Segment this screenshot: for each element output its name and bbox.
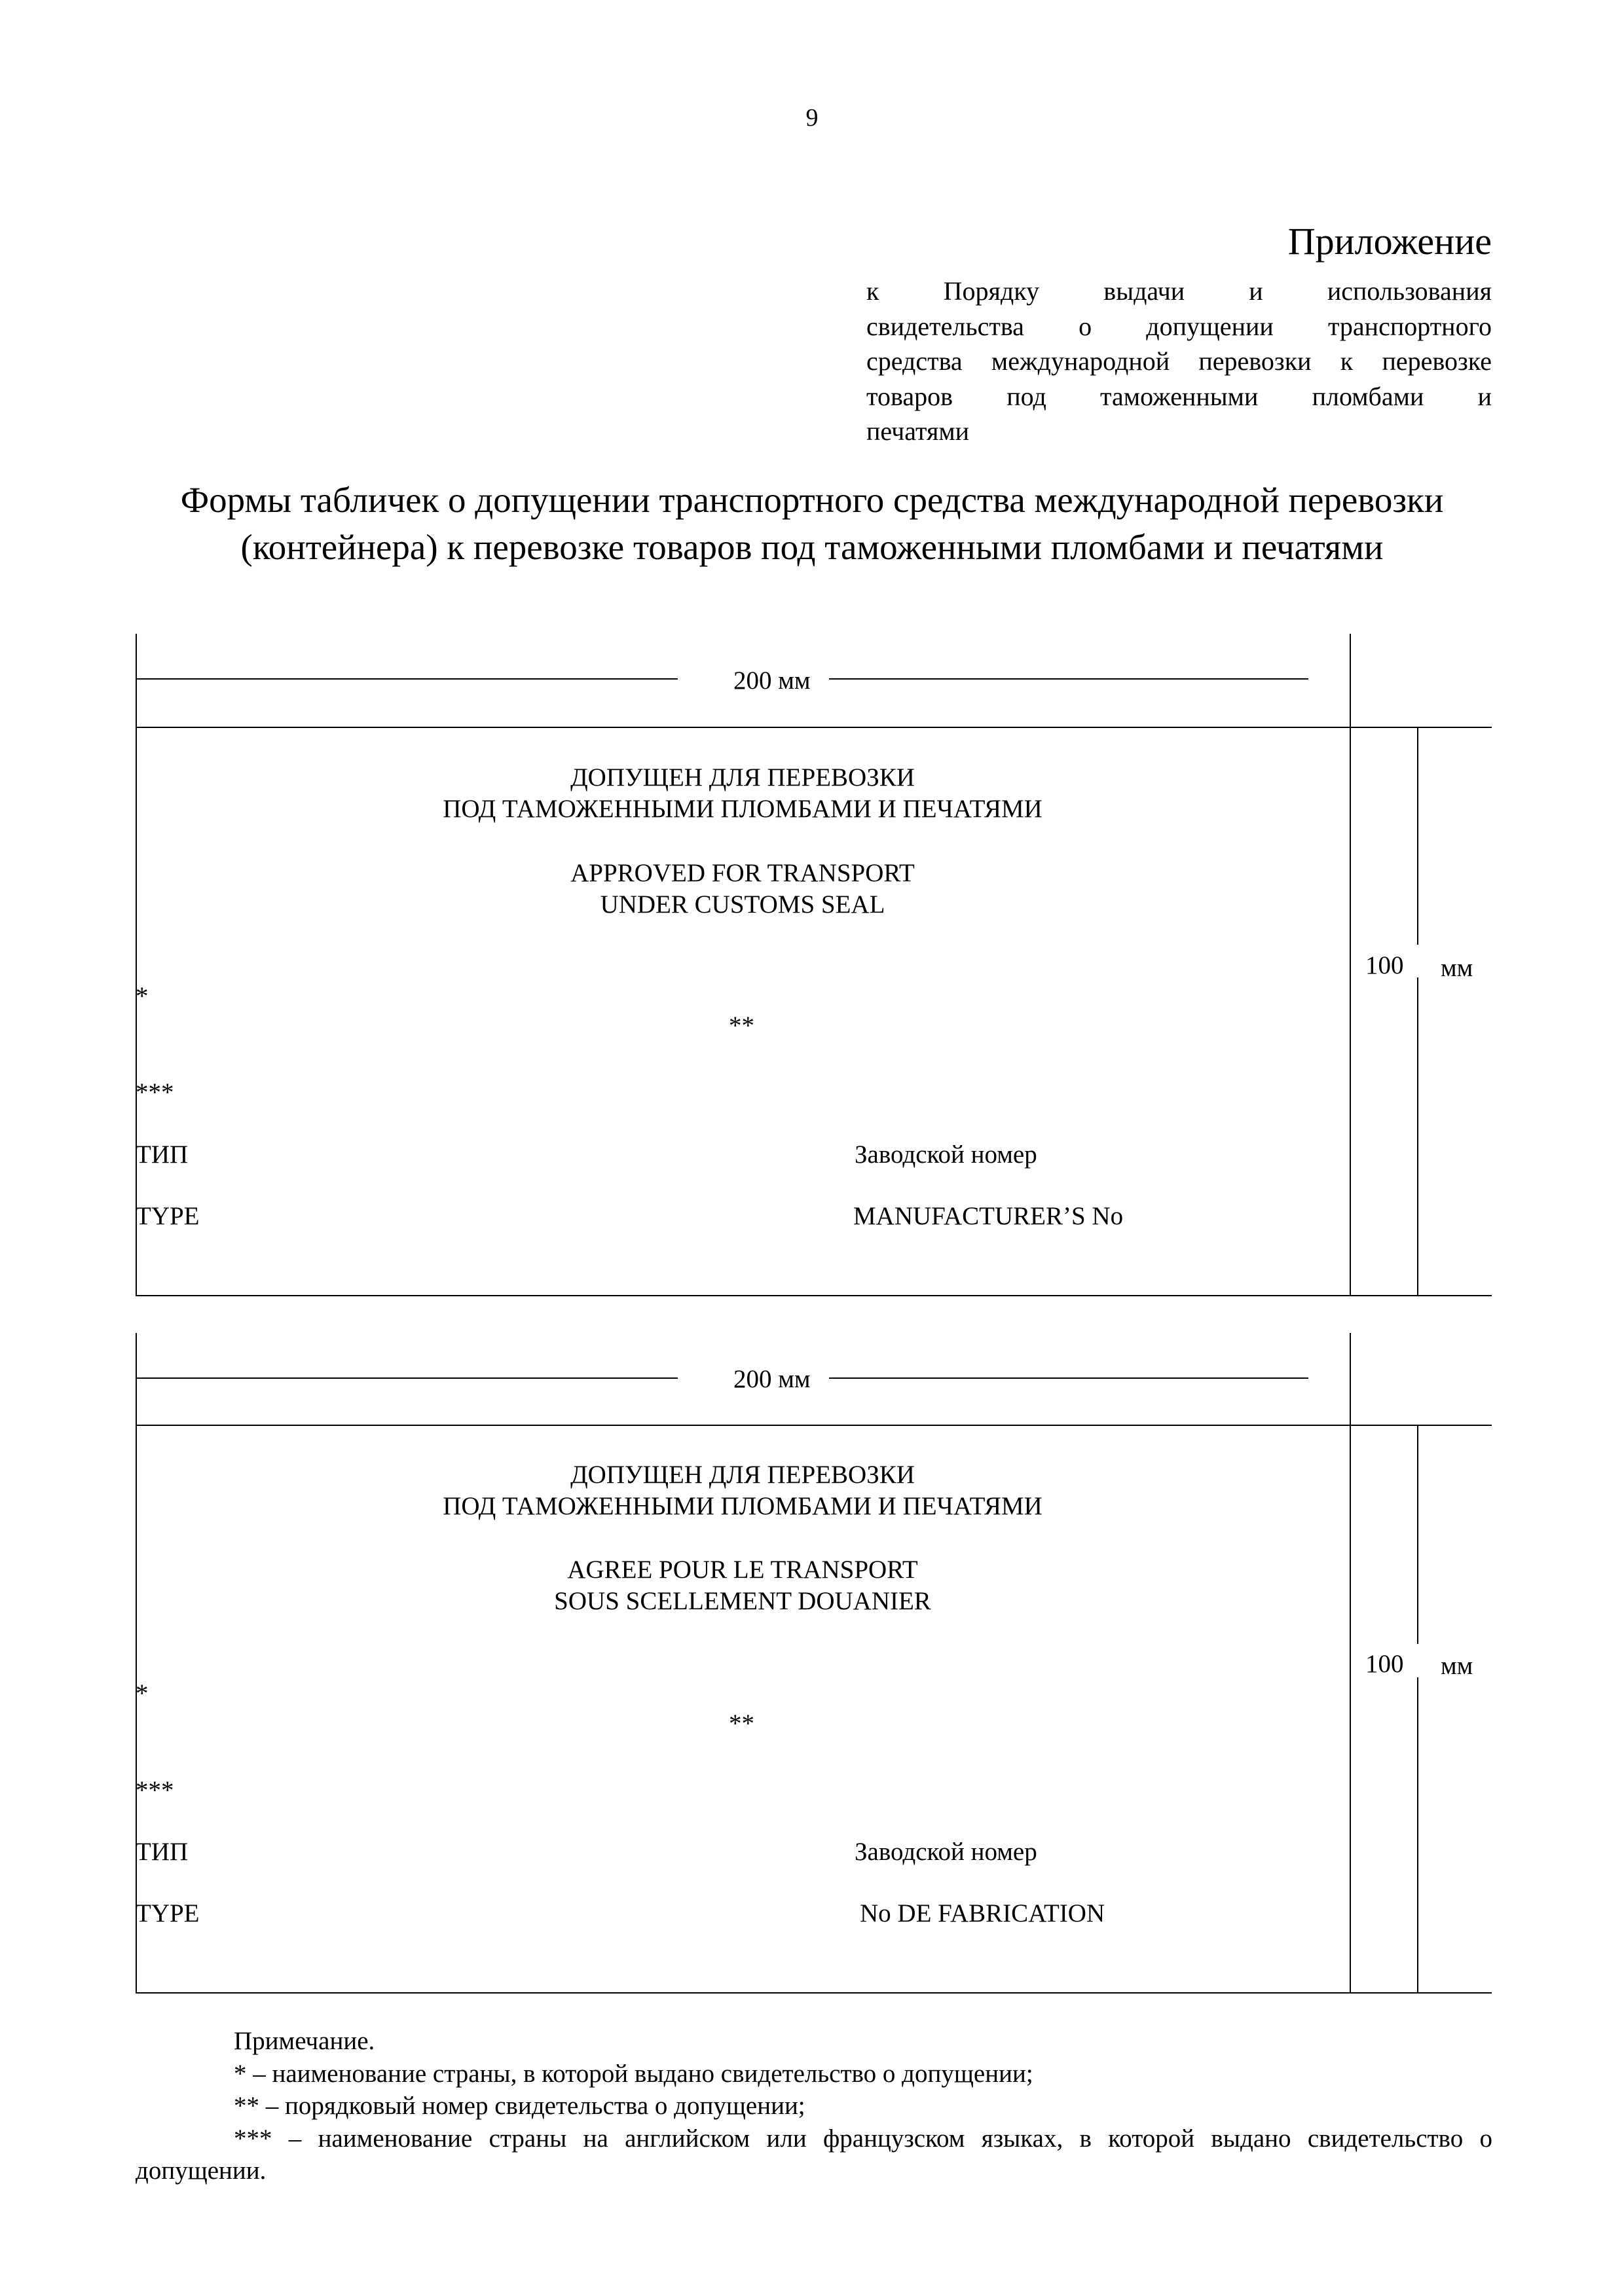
mark-country-foreign: *** <box>136 1776 174 1804</box>
mark-country-foreign: *** <box>136 1078 174 1106</box>
heading-line: ДОПУЩЕН ДЛЯ ПЕРЕВОЗКИ <box>570 763 915 792</box>
height-unit: мм <box>1441 1652 1473 1680</box>
plate-bottom-border <box>136 1295 1492 1296</box>
type-label-ru: ТИП <box>136 1838 189 1866</box>
height-value: 100 <box>1365 1650 1404 1678</box>
plate-right-border <box>1350 1333 1351 1994</box>
plate-heading-ru <box>136 762 1350 824</box>
dimension-line-left <box>136 1377 678 1379</box>
page-number: 9 <box>805 104 819 132</box>
serial-label-ru: Заводской номер <box>855 1140 1037 1169</box>
height-unit: мм <box>1441 954 1473 982</box>
height-dimension-line <box>1417 977 1418 1296</box>
form-title <box>131 477 1493 570</box>
annex-line: печатями <box>866 416 970 446</box>
heading-line: APPROVED FOR TRANSPORT <box>570 859 915 887</box>
height-dimension-line <box>1417 1425 1418 1644</box>
annex-title: Приложение <box>1287 220 1492 263</box>
note-item: * – наименование страны, в которой выдано свидетельство о допущении; <box>234 2059 1033 2088</box>
dimension-line-left <box>136 678 678 680</box>
heading-line: SOUS SCELLEMENT DOUANIER <box>554 1586 931 1615</box>
notes <box>136 2025 1492 2187</box>
plate-heading-foreign <box>136 1554 1350 1616</box>
annex-line: товаров под таможенными пломбами и <box>866 381 1492 411</box>
note-item: ** – порядковый номер свидетельства о допущении; <box>234 2092 805 2121</box>
height-dimension-line <box>1417 727 1418 945</box>
annex-line: средства международной перевозки к перевозке <box>866 346 1492 376</box>
heading-line: AGREE POUR LE TRANSPORT <box>567 1556 918 1584</box>
dimension-line-right <box>829 678 1308 680</box>
annex-line: свидетельства о допущении транспортного <box>866 311 1492 341</box>
note-item-continuation: допущении. <box>136 2157 267 2185</box>
height-value: 100 <box>1365 951 1404 979</box>
form-title-line: Формы табличек о допущении транспортного средства международной перевозки <box>180 480 1444 520</box>
width-label: 200 мм <box>733 1365 811 1393</box>
plate-top-border <box>136 1425 1492 1426</box>
serial-label-ru: Заводской номер <box>855 1838 1037 1866</box>
plate-right-border <box>1350 634 1351 1296</box>
note-item: *** – наименование страны на английском или французском языках, в которой выдано свидетельство о <box>234 2124 1492 2153</box>
plate-left-border <box>136 1333 137 1994</box>
plate-heading-foreign <box>136 858 1350 920</box>
notes-heading: Примечание. <box>234 2027 375 2055</box>
heading-line: UNDER CUSTOMS SEAL <box>600 890 885 919</box>
mark-country: * <box>136 1679 149 1707</box>
mark-number: ** <box>729 1709 754 1738</box>
serial-label-foreign: MANUFACTURER’S No <box>853 1202 1124 1230</box>
heading-line: ДОПУЩЕН ДЛЯ ПЕРЕВОЗКИ <box>570 1461 915 1489</box>
type-label-foreign: TYPE <box>136 1899 200 1927</box>
width-label: 200 мм <box>733 666 811 695</box>
serial-label-foreign: No DE FABRICATION <box>860 1899 1105 1927</box>
plate-bottom-border <box>136 1992 1492 1994</box>
plate-left-border <box>136 634 137 1296</box>
mark-country: * <box>136 982 149 1010</box>
plate-heading-ru <box>136 1459 1350 1522</box>
heading-line: ПОД ТАМОЖЕННЫМИ ПЛОМБАМИ И ПЕЧАТЯМИ <box>443 794 1043 823</box>
height-dimension-line <box>1417 1677 1418 1994</box>
type-label-foreign: TYPE <box>136 1202 200 1230</box>
annex-reference <box>866 274 1492 449</box>
heading-line: ПОД ТАМОЖЕННЫМИ ПЛОМБАМИ И ПЕЧАТЯМИ <box>443 1491 1043 1520</box>
dimension-line-right <box>829 1377 1308 1379</box>
form-title-line: (контейнера) к перевозке товаров под таможенными пломбами и печатями <box>240 526 1384 567</box>
mark-number: ** <box>729 1011 754 1040</box>
type-label-ru: ТИП <box>136 1140 189 1169</box>
annex-line: к Порядку выдачи и использования <box>866 276 1492 306</box>
plate-top-border <box>136 727 1492 728</box>
